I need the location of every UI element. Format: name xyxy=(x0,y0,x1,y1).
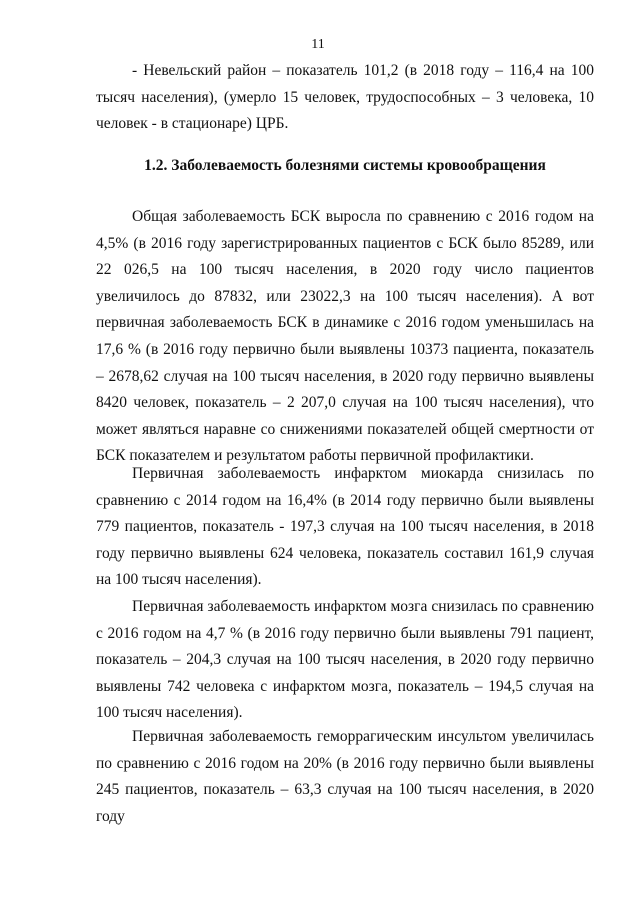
paragraph-text: Общая заболеваемость БСК выросла по сравнению с 2016 годом на 4,5% (в 2016 году зарегистрированных пациентов с БСК было 85289, или 22 026,5 на 100 тысяч населения, в 2020 году число пациентов увеличилось до 87832, или 23022,3 на 100 тысяч населения). А вот первичная заболеваемость БСК в динамике с 2016 годом уменьшилась на 17,6 % (в 2016 году первично были выявлены 10373 пациента, показатель – 2678,62 случая на 100 тысяч населения, в 2020 году первично выявлены 8420 человек, показатель – 2 207,0 случая на 100 тысяч населения), что может являться наравне со снижениями показателей общей смертности от БСК показателем и результатом работы первичной профилактики. xyxy=(96,208,594,465)
page-number: 11 xyxy=(311,37,325,52)
section-heading: 1.2. Заболеваемость болезнями системы кровообращения xyxy=(144,157,546,174)
paragraph-brain-infarction xyxy=(96,594,594,727)
paragraph-text: Первичная заболеваемость инфарктом миокарда снизилась по сравнению с 2014 годом на 16,4% (в 2014 году первично были выявлены 779 пациентов, показатель - 197,3 случая на 100 тысяч населения, в 2018 году первично выявлены 624 человека, показатель составил 161,9 случая на 100 тысяч населения). xyxy=(96,465,594,589)
paragraph-hemorrhagic-stroke xyxy=(96,724,594,830)
paragraph-text: Первичная заболеваемость геморрагическим инсультом увеличилась по сравнению с 2016 годом на 20% (в 2016 году первично были выявлены 245 пациентов, показатель – 63,3 случая на 100 тысяч населения, в 2020 году xyxy=(96,728,594,825)
paragraph-myocardial-infarction xyxy=(96,461,594,594)
paragraph-text: Первичная заболеваемость инфарктом мозга снизилась по сравнению с 2016 годом на 4,7 % (в 2016 году первично были выявлены 791 пациент, показатель – 204,3 случая на 100 тысяч населения, в 2020 году первично выявлены 742 человека с инфарктом мозга, показатель – 194,5 случая на 100 тысяч населения). xyxy=(96,598,594,722)
paragraph-nevelsky-district xyxy=(96,58,594,138)
paragraph-text: - Невельский район – показатель 101,2 (в 2018 году – 116,4 на 100 тысяч населения), (умерло 15 человек, трудоспособных – 3 человека, 10 человек - в стационаре) ЦРБ. xyxy=(96,62,594,133)
paragraph-general-morbidity xyxy=(96,204,594,470)
